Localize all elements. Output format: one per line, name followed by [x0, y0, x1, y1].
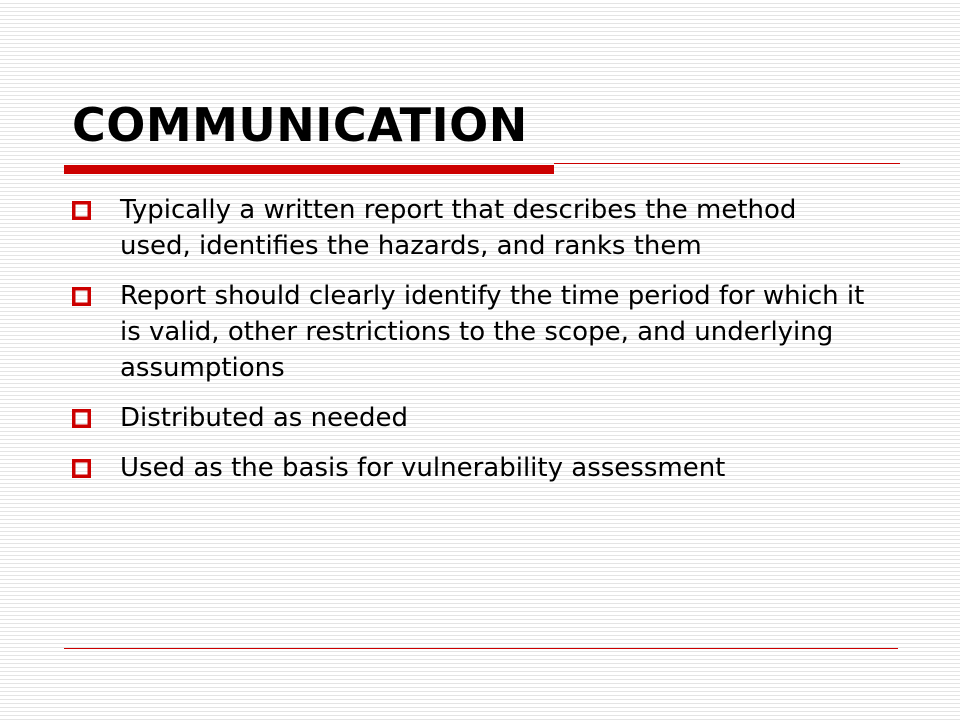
bullet-list: [72, 192, 872, 500]
bullet-item: [72, 400, 872, 436]
bullet-text: Typically a written report that describes the method used, identifies the hazards, and ranks them: [120, 195, 797, 261]
bullet-text: Used as the basis for vulnerability assessment: [120, 453, 726, 483]
title-rule-line: [554, 163, 900, 164]
bullet-text: Distributed as needed: [120, 403, 409, 433]
hollow-square-icon: [72, 459, 91, 478]
footer-rule-line: [64, 648, 898, 649]
title-underline-bar: [64, 165, 554, 174]
bullet-item: [72, 192, 872, 264]
bullet-item: [72, 278, 872, 386]
bullet-item: [72, 450, 872, 486]
slide-title: COMMUNICATION: [72, 98, 528, 152]
hollow-square-icon: [72, 409, 91, 428]
bullet-text: Report should clearly identify the time period for which it is valid, other restrictions to the scope, and underlying assumptions: [120, 281, 865, 383]
hollow-square-icon: [72, 287, 91, 306]
hollow-square-icon: [72, 201, 91, 220]
